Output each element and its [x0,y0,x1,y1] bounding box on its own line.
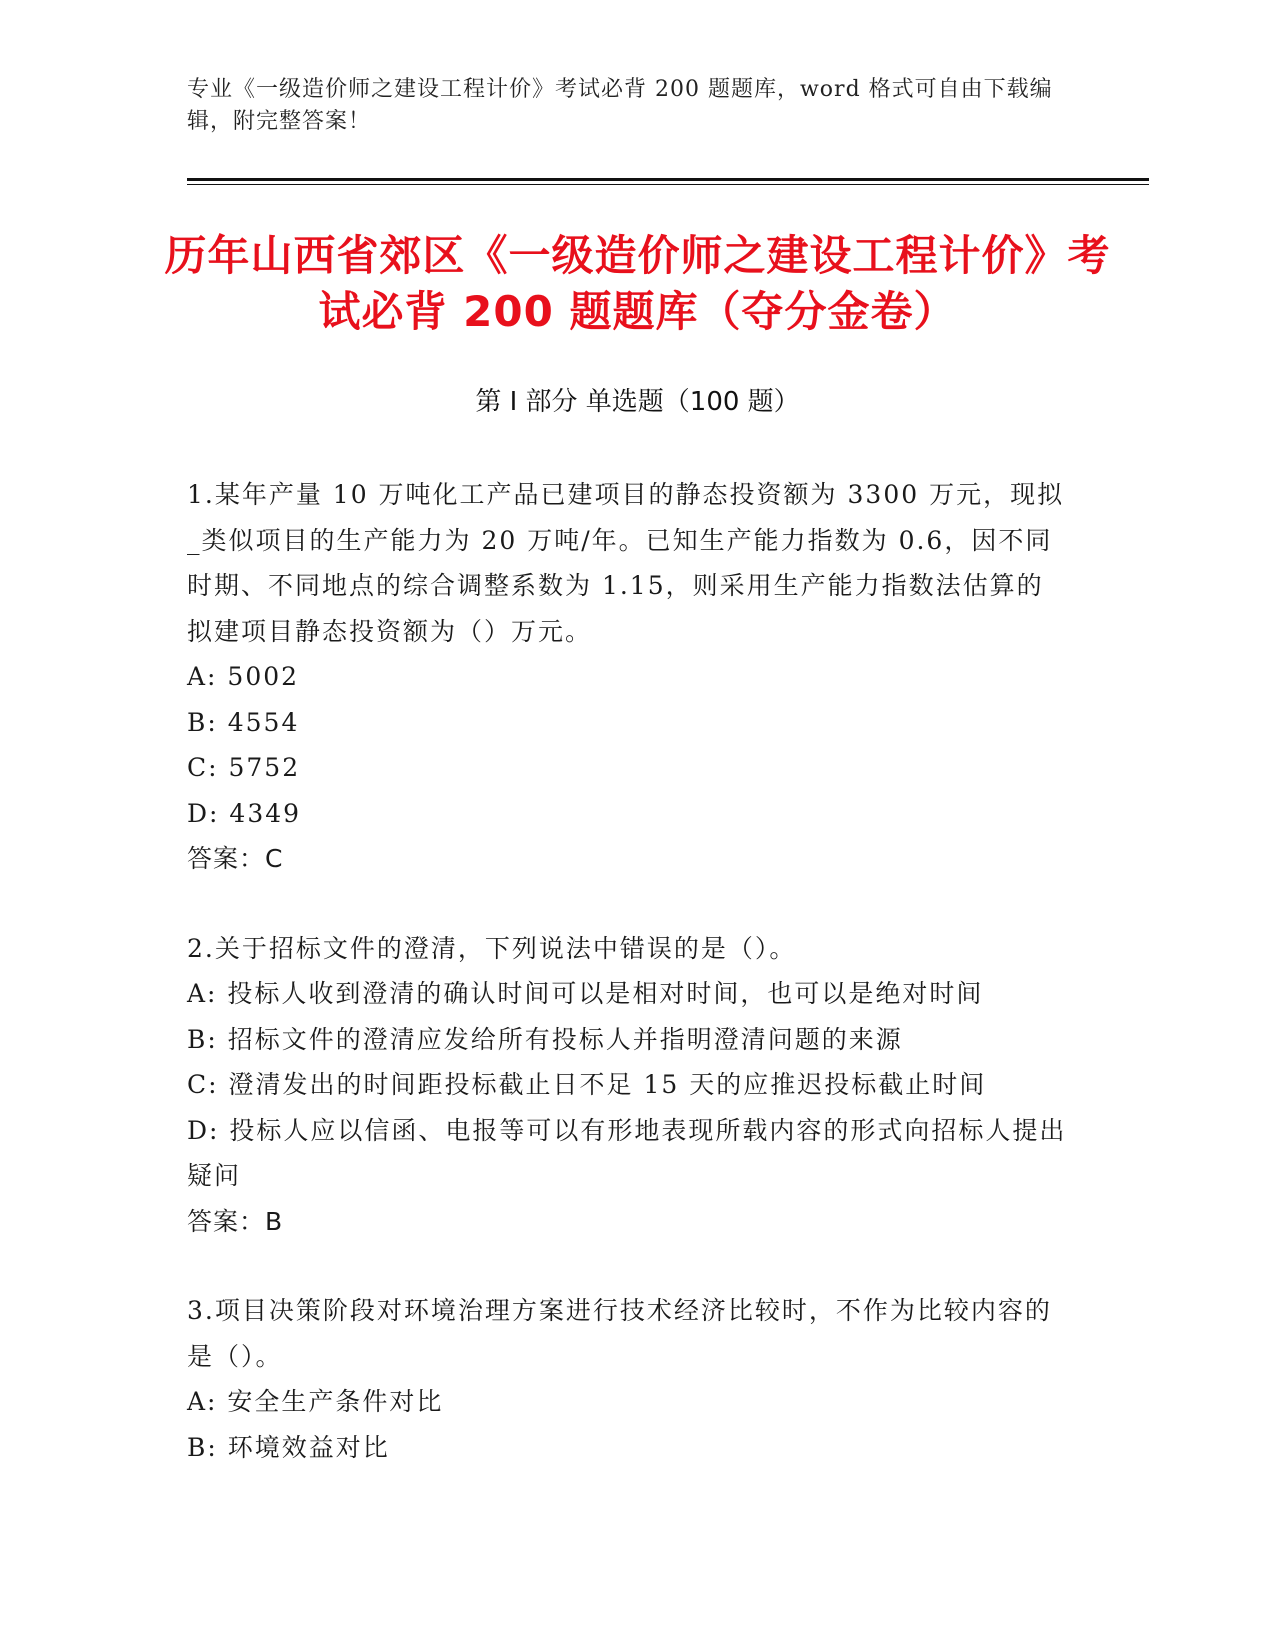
answer: 答案：C [187,844,284,873]
option-a: A: 投标人收到澄清的确认时间可以是相对时间，也可以是绝对时间 [187,979,984,1008]
question-spacer [187,1244,1067,1288]
option-d: D: 4349 [187,798,302,828]
document-title: 历年山西省郊区《一级造价师之建设工程计价》考试必背 200 题题库（夺分金卷） [164,231,1111,336]
option-b: B: 环境效益对比 [187,1432,390,1462]
question-2 [187,926,1067,1245]
question-list [187,472,1067,1470]
option-c: C: 澄清发出的时间距投标截止日不足 15 天的应推迟投标截止时间 [187,1070,987,1099]
option-d: D: 投标人应以信函、电报等可以有形地表现所载内容的形式向招标人提出疑问 [187,1115,1067,1190]
question-3 [187,1288,1067,1470]
option-a: A: 安全生产条件对比 [187,1387,444,1416]
question-text: 2.关于招标文件的澄清，下列说法中错误的是（）。 [187,933,797,963]
header-divider-thin [187,184,1149,185]
answer: 答案：B [187,1206,284,1236]
option-c: C: 5752 [187,753,301,782]
question-spacer [187,882,1067,926]
option-a: A: 5002 [187,662,300,691]
section-title: 第 I 部分 单选题（100 题） [475,387,800,417]
question-1 [187,472,1067,882]
header-divider-thick [187,178,1149,181]
question-text: 3.项目决策阶段对环境治理方案进行技术经济比较时，不作为比较内容的是（）。 [187,1296,1052,1371]
option-b: B: 4554 [187,707,300,737]
question-text: 1.某年产量 10 万吨化工产品已建项目的静态投资额为 3300 万元，现拟_类似项目的生产能力为 20 万吨/年。已知生产能力指数为 0.6，因不同时期、不同地点的综合调整系数为 1.15，则采用生产能力指数法估算的拟建项目静态投资额为（）万元。 [187,480,1065,646]
option-b: B: 招标文件的澄清应发给所有投标人并指明澄清问题的来源 [187,1024,903,1054]
header-note: 专业《一级造价师之建设工程计价》考试必背 200 题题库，word 格式可自由下载编辑，附完整答案！ [187,77,1053,134]
